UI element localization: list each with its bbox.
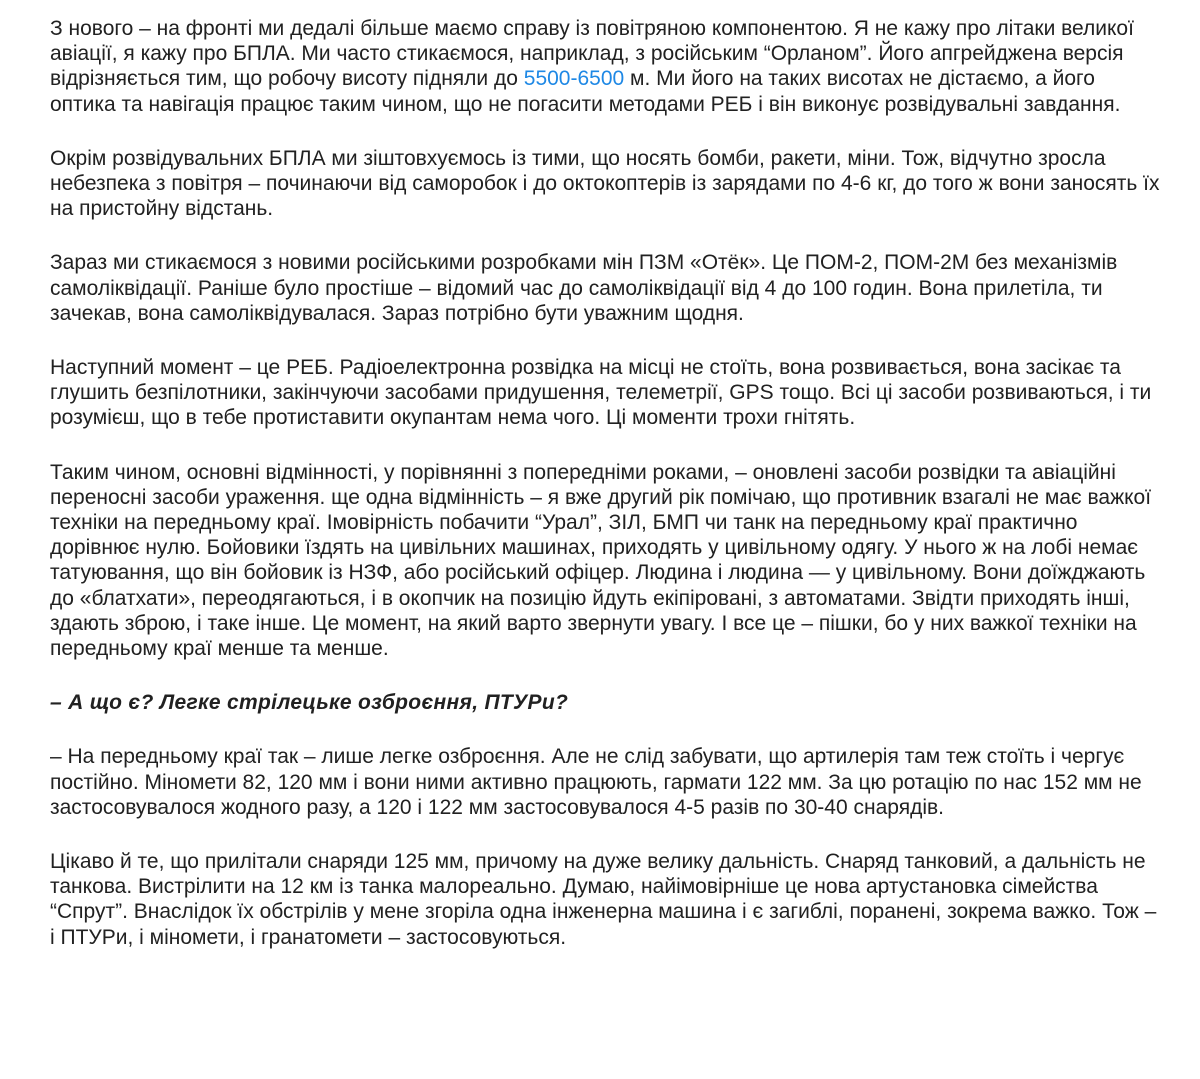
paragraph-ew: Наступний момент – це РЕБ. Радіоелектронна розвідка на місці не стоїть, вона розвивається, вона засікає та глушить безпілотники, закінчуючи засобами придушення, телеметрії, GPS тощо. Всі ці засоби розвиваються, і ти розумієш, що в тебе протиставити окупантам нема чого. Ці моменти трохи гнітять. [50, 356, 1152, 430]
paragraph-air-threat: Окрім розвідувальних БПЛА ми зіштовхуємось із тими, що носять бомби, ракети, міни. Тож, відчутно зросла небезпека з повітря – починаючи від саморобок і до октокоптерів із зарядами по 4-6 кг, до того ж вони заносять їх на пристойну відстань. [50, 146, 1160, 221]
interview-question: – А що є? Легке стрілецьке озброєння, ПТУРи? [50, 691, 569, 715]
paragraph-differences: Таким чином, основні відмінності, у порівнянні з попередніми роками, – оновлені засоби розвідки та авіаційні переносні засоби ураження. ще одна відмінність – я вже другий рік помічаю, що противник взагалі не має важкої техніки на передньому краї. Імовірність побачити “Урал”, ЗІЛ, БМП чи танк на передньому краї практично дорівнює нулю. Бойовики їздять на цивільних машинах, приходять у цивільному одягу. У нього ж на лобі немає татуювання, що він бойовик із НЗФ, або російський офіцер. Людина і людина — у цивільному. Вони доїжджають до «блатхати», переодягаються, і в окопчик на позицію йдуть екіпіровані, з автоматами. Звідти приходять інші, здають зброю, і таке інше. Це момент, на який варто звернути увагу. І все це – пішки, бо у них важкої техніки на передньому краї менше та менше. [50, 460, 1152, 661]
paragraph-uav [50, 16, 1160, 117]
paragraph-artillery: – На передньому краї так – лише легке озброєння. Але не слід забувати, що артилерія там теж стоїть і чергує постійно. Міномети 82, 120 мм і вони ними активно працюють, гармати 122 мм. За цю ротацію по нас 152 мм не застосовувалося жодного разу, а 120 і 122 мм застосовувалося 4-5 разів по 30-40 снарядів. [50, 745, 1142, 819]
paragraph-mines: Зараз ми стикаємося з новими російськими розробками мін ПЗМ «Отёк». Це ПОМ-2, ПОМ-2М без механізмів самоліквідації. Раніше було простіше – відомий час до самоліквідації від 4 до 100 годин. Вона прилетіла, ти зачекав, вона самоліквідувалася. Зараз потрібно бути уважним щодня. [50, 251, 1118, 325]
paragraph-uav-text-after: м. Ми його на таких висотах не дістаємо, а його оптика та навігація працює таким чином, що не погасити методами РЕБ і він виконує розвідувальні завдання. [50, 67, 1121, 116]
altitude-link[interactable]: 5500-6500 [523, 67, 625, 91]
paragraph-shells: Цікаво й те, що прилітали снаряди 125 мм, причому на дуже велику дальність. Снаряд танковий, а дальність не танкова. Вистрілити на 12 км із танка малореально. Думаю, найімовірніше це нова артустановка сімейства “Спрут”. Внаслідок їх обстрілів у мене згоріла одна інженерна машина і є загиблі, поранені, зокрема важко. Тож – і ПТУРи, і міномети, і гранатомети – застосовуються. [50, 850, 1157, 949]
paragraph-uav-text-before: З нового – на фронті ми дедалі більше маємо справу із повітряною компонентою. Я не кажу про літаки великої авіації, я кажу про БПЛА. Ми часто стикаємося, наприклад, з російським “Орланом”. Його апгрейджена версія відрізняється тим, що робочу висоту підняли до [50, 17, 1134, 91]
